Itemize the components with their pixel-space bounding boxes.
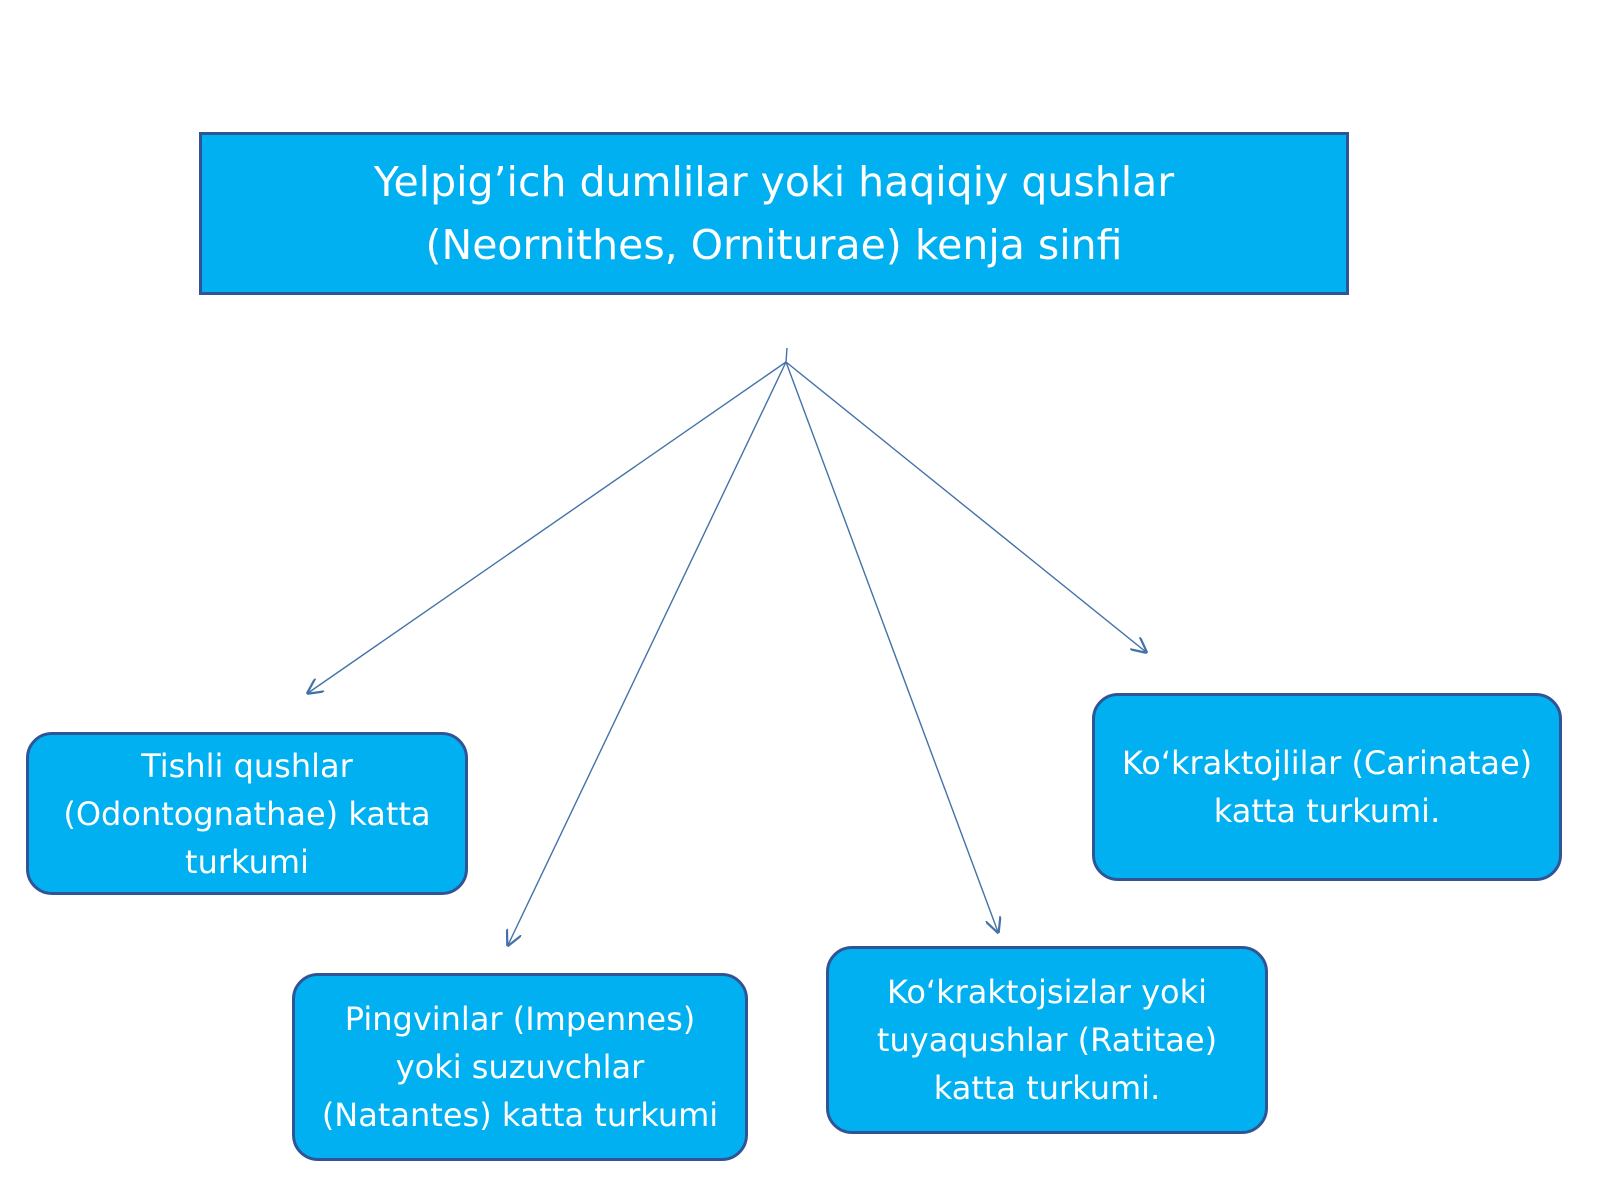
child-node-impennes: Pingvinlar (Impennes) yoki suzuvchlar (Natantes) katta turkumi	[292, 973, 748, 1161]
child-node-carinatae: Koʻkraktojlilar (Carinatae) katta turkumi.	[1092, 693, 1562, 881]
child-node-odontognathae: Tishli qushlar (Odontognathae) katta turkumi	[26, 732, 468, 895]
arrow-to-pingvinlar	[508, 362, 786, 945]
child-node-ratitae: Koʻkraktojsizlar yoki tuyaqushlar (Ratitae) katta turkumi.	[826, 946, 1268, 1134]
root-node-neornithes: Yelpig’ich dumlilar yoki haqiqiy qushlar (Neornithes, Orniturae) kenja sinfi	[199, 132, 1349, 295]
arrow-to-tishli-qushlar	[786, 348, 787, 362]
arrow-to-tishli-qushlar	[308, 362, 786, 693]
